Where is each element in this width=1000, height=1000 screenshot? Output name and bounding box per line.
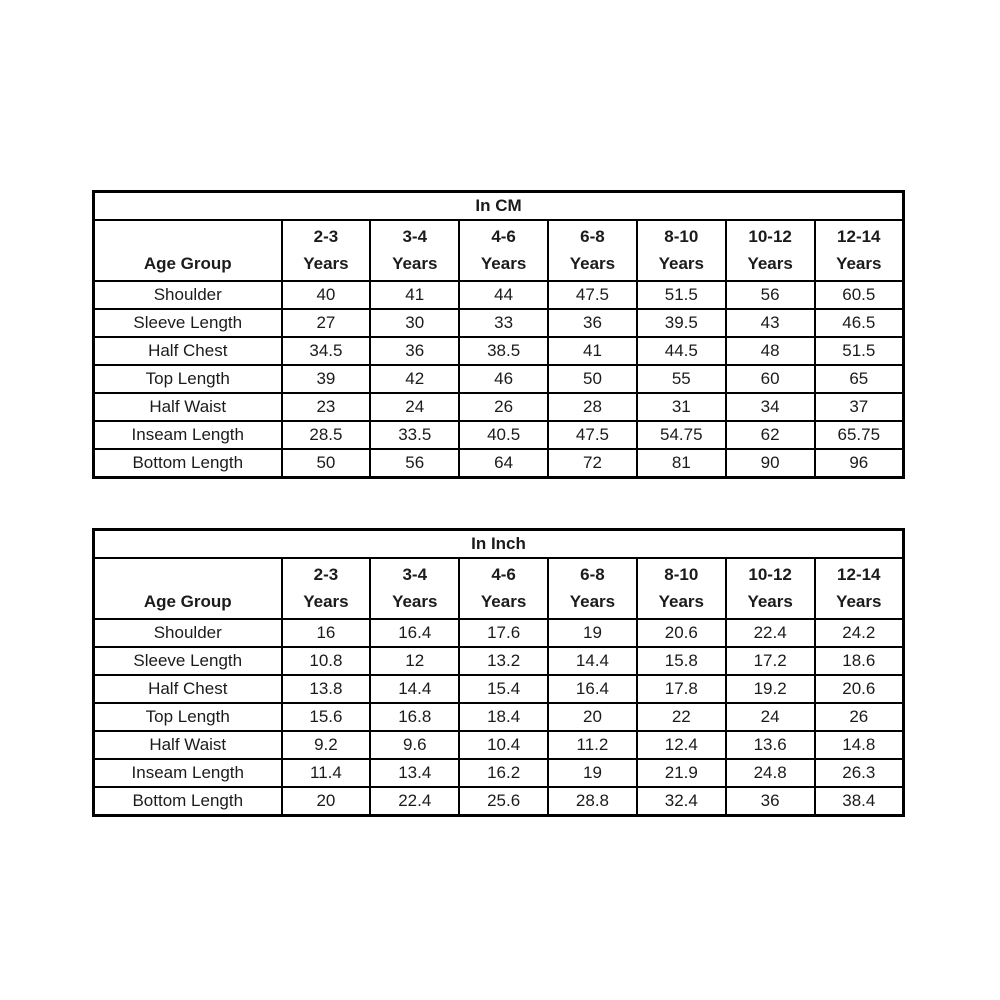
measurement-value: 26 — [815, 703, 904, 731]
measurement-value: 26 — [459, 393, 548, 421]
measurement-value: 60 — [726, 365, 815, 393]
column-header-range: 6-8 — [580, 227, 605, 247]
measurement-value: 16.4 — [370, 619, 459, 647]
measurement-value: 15.6 — [282, 703, 371, 731]
column-header — [282, 558, 371, 619]
measurement-value: 19 — [548, 759, 637, 787]
age-group-header: Age Group — [94, 558, 282, 619]
row-label: Half Chest — [94, 337, 282, 365]
measurement-value: 20 — [282, 787, 371, 816]
column-header — [282, 220, 371, 281]
measurement-value: 20.6 — [815, 675, 904, 703]
row-label: Top Length — [94, 703, 282, 731]
table-title: In Inch — [94, 530, 904, 559]
column-header-unit: Years — [658, 591, 704, 611]
measurement-value: 24.8 — [726, 759, 815, 787]
column-header-range: 4-6 — [491, 565, 516, 585]
column-header — [459, 220, 548, 281]
measurement-value: 16.8 — [370, 703, 459, 731]
measurement-value: 15.8 — [637, 647, 726, 675]
column-header — [548, 558, 637, 619]
measurement-row — [94, 365, 904, 393]
column-header-range: 10-12 — [748, 565, 792, 585]
size-table-inch — [92, 528, 905, 817]
column-header-unit: Years — [392, 253, 438, 273]
measurement-value: 48 — [726, 337, 815, 365]
row-label: Inseam Length — [94, 421, 282, 449]
measurement-row — [94, 281, 904, 309]
column-header-unit: Years — [480, 591, 527, 611]
measurement-value: 28.8 — [548, 787, 637, 816]
row-label: Half Chest — [94, 675, 282, 703]
measurement-row — [94, 393, 904, 421]
measurement-value: 33.5 — [370, 421, 459, 449]
measurement-value: 40.5 — [459, 421, 548, 449]
measurement-value: 32.4 — [637, 787, 726, 816]
measurement-value: 72 — [548, 449, 637, 478]
measurement-value: 10.8 — [282, 647, 371, 675]
measurement-value: 12.4 — [637, 731, 726, 759]
measurement-value: 51.5 — [815, 337, 904, 365]
column-header-unit: Years — [569, 591, 616, 611]
column-header-row — [94, 558, 904, 619]
row-label: Bottom Length — [94, 449, 282, 478]
measurement-value: 65 — [815, 365, 904, 393]
measurement-value: 14.4 — [548, 647, 637, 675]
measurement-value: 23 — [282, 393, 371, 421]
measurement-value: 55 — [637, 365, 726, 393]
column-header — [637, 220, 726, 281]
measurement-value: 17.2 — [726, 647, 815, 675]
measurement-row — [94, 449, 904, 478]
column-header-unit: Years — [303, 591, 349, 611]
column-header — [815, 558, 904, 619]
measurement-value: 51.5 — [637, 281, 726, 309]
measurement-row — [94, 421, 904, 449]
measurement-row — [94, 731, 904, 759]
size-table-cm — [92, 190, 905, 479]
measurement-value: 11.2 — [548, 731, 637, 759]
column-header-range: 2-3 — [313, 565, 339, 585]
measurement-value: 39.5 — [637, 309, 726, 337]
measurement-value: 18.4 — [459, 703, 548, 731]
column-header-row — [94, 220, 904, 281]
measurement-value: 11.4 — [282, 759, 371, 787]
measurement-value: 56 — [370, 449, 459, 478]
measurement-value: 50 — [282, 449, 371, 478]
measurement-value: 96 — [815, 449, 904, 478]
measurement-value: 28.5 — [282, 421, 371, 449]
measurement-value: 43 — [726, 309, 815, 337]
measurement-value: 16 — [282, 619, 371, 647]
measurement-value: 22.4 — [726, 619, 815, 647]
row-label: Shoulder — [94, 619, 282, 647]
column-header — [815, 220, 904, 281]
measurement-value: 44.5 — [637, 337, 726, 365]
column-header-unit: Years — [747, 253, 793, 273]
column-header-unit: Years — [569, 253, 616, 273]
measurement-value: 17.8 — [637, 675, 726, 703]
measurement-value: 62 — [726, 421, 815, 449]
column-header-range: 12-14 — [837, 565, 881, 585]
measurement-value: 22 — [637, 703, 726, 731]
measurement-value: 34.5 — [282, 337, 371, 365]
column-header — [726, 558, 815, 619]
measurement-value: 38.5 — [459, 337, 548, 365]
measurement-value: 19 — [548, 619, 637, 647]
table-title-row — [94, 530, 904, 559]
column-header-range: 8-10 — [664, 227, 699, 247]
measurement-value: 13.6 — [726, 731, 815, 759]
measurement-value: 37 — [815, 393, 904, 421]
measurement-row — [94, 675, 904, 703]
column-header — [726, 220, 815, 281]
measurement-value: 36 — [548, 309, 637, 337]
measurement-value: 14.8 — [815, 731, 904, 759]
measurement-value: 31 — [637, 393, 726, 421]
column-header-range: 10-12 — [748, 227, 792, 247]
measurement-value: 24 — [726, 703, 815, 731]
measurement-value: 90 — [726, 449, 815, 478]
row-label: Half Waist — [94, 731, 282, 759]
measurement-value: 46.5 — [815, 309, 904, 337]
measurement-value: 46 — [459, 365, 548, 393]
measurement-value: 20 — [548, 703, 637, 731]
age-group-header: Age Group — [94, 220, 282, 281]
column-header-range: 2-3 — [313, 227, 339, 247]
measurement-value: 36 — [370, 337, 459, 365]
measurement-value: 25.6 — [459, 787, 548, 816]
measurement-value: 17.6 — [459, 619, 548, 647]
measurement-row — [94, 787, 904, 816]
measurement-value: 18.6 — [815, 647, 904, 675]
measurement-value: 24 — [370, 393, 459, 421]
row-label: Inseam Length — [94, 759, 282, 787]
column-header-unit: Years — [747, 591, 793, 611]
measurement-value: 16.4 — [548, 675, 637, 703]
measurement-value: 40 — [282, 281, 371, 309]
column-header-unit: Years — [836, 253, 882, 273]
measurement-value: 30 — [370, 309, 459, 337]
column-header — [370, 220, 459, 281]
measurement-value: 42 — [370, 365, 459, 393]
column-header — [370, 558, 459, 619]
measurement-value: 54.75 — [637, 421, 726, 449]
measurement-value: 15.4 — [459, 675, 548, 703]
measurement-row — [94, 647, 904, 675]
measurement-value: 12 — [370, 647, 459, 675]
measurement-value: 65.75 — [815, 421, 904, 449]
measurement-value: 50 — [548, 365, 637, 393]
measurement-value: 64 — [459, 449, 548, 478]
measurement-row — [94, 703, 904, 731]
measurement-value: 9.6 — [370, 731, 459, 759]
measurement-value: 41 — [370, 281, 459, 309]
measurement-row — [94, 337, 904, 365]
row-label: Half Waist — [94, 393, 282, 421]
column-header — [637, 558, 726, 619]
measurement-row — [94, 309, 904, 337]
measurement-value: 24.2 — [815, 619, 904, 647]
measurement-value: 28 — [548, 393, 637, 421]
measurement-value: 13.8 — [282, 675, 371, 703]
column-header-range: 6-8 — [580, 565, 605, 585]
column-header — [548, 220, 637, 281]
measurement-value: 9.2 — [282, 731, 371, 759]
measurement-row — [94, 619, 904, 647]
column-header — [459, 558, 548, 619]
column-header-unit: Years — [392, 591, 438, 611]
table-title: In CM — [94, 192, 904, 221]
column-header-range: 8-10 — [664, 565, 699, 585]
measurement-value: 10.4 — [459, 731, 548, 759]
measurement-value: 36 — [726, 787, 815, 816]
column-header-unit: Years — [836, 591, 882, 611]
measurement-value: 47.5 — [548, 281, 637, 309]
measurement-value: 56 — [726, 281, 815, 309]
column-header-range: 3-4 — [402, 227, 428, 247]
row-label: Sleeve Length — [94, 647, 282, 675]
measurement-value: 13.2 — [459, 647, 548, 675]
measurement-value: 19.2 — [726, 675, 815, 703]
column-header-unit: Years — [480, 253, 527, 273]
column-header-unit: Years — [658, 253, 704, 273]
measurement-value: 41 — [548, 337, 637, 365]
measurement-value: 33 — [459, 309, 548, 337]
measurement-value: 27 — [282, 309, 371, 337]
row-label: Top Length — [94, 365, 282, 393]
measurement-value: 26.3 — [815, 759, 904, 787]
column-header-range: 3-4 — [402, 565, 428, 585]
table-title-row — [94, 192, 904, 221]
measurement-value: 16.2 — [459, 759, 548, 787]
measurement-value: 44 — [459, 281, 548, 309]
measurement-value: 39 — [282, 365, 371, 393]
measurement-value: 14.4 — [370, 675, 459, 703]
measurement-value: 34 — [726, 393, 815, 421]
column-header-unit: Years — [303, 253, 349, 273]
measurement-value: 21.9 — [637, 759, 726, 787]
column-header-range: 12-14 — [837, 227, 881, 247]
measurement-value: 81 — [637, 449, 726, 478]
measurement-value: 13.4 — [370, 759, 459, 787]
measurement-value: 22.4 — [370, 787, 459, 816]
measurement-row — [94, 759, 904, 787]
measurement-value: 47.5 — [548, 421, 637, 449]
measurement-value: 60.5 — [815, 281, 904, 309]
row-label: Sleeve Length — [94, 309, 282, 337]
row-label: Shoulder — [94, 281, 282, 309]
measurement-value: 38.4 — [815, 787, 904, 816]
column-header-range: 4-6 — [491, 227, 516, 247]
measurement-value: 20.6 — [637, 619, 726, 647]
row-label: Bottom Length — [94, 787, 282, 816]
